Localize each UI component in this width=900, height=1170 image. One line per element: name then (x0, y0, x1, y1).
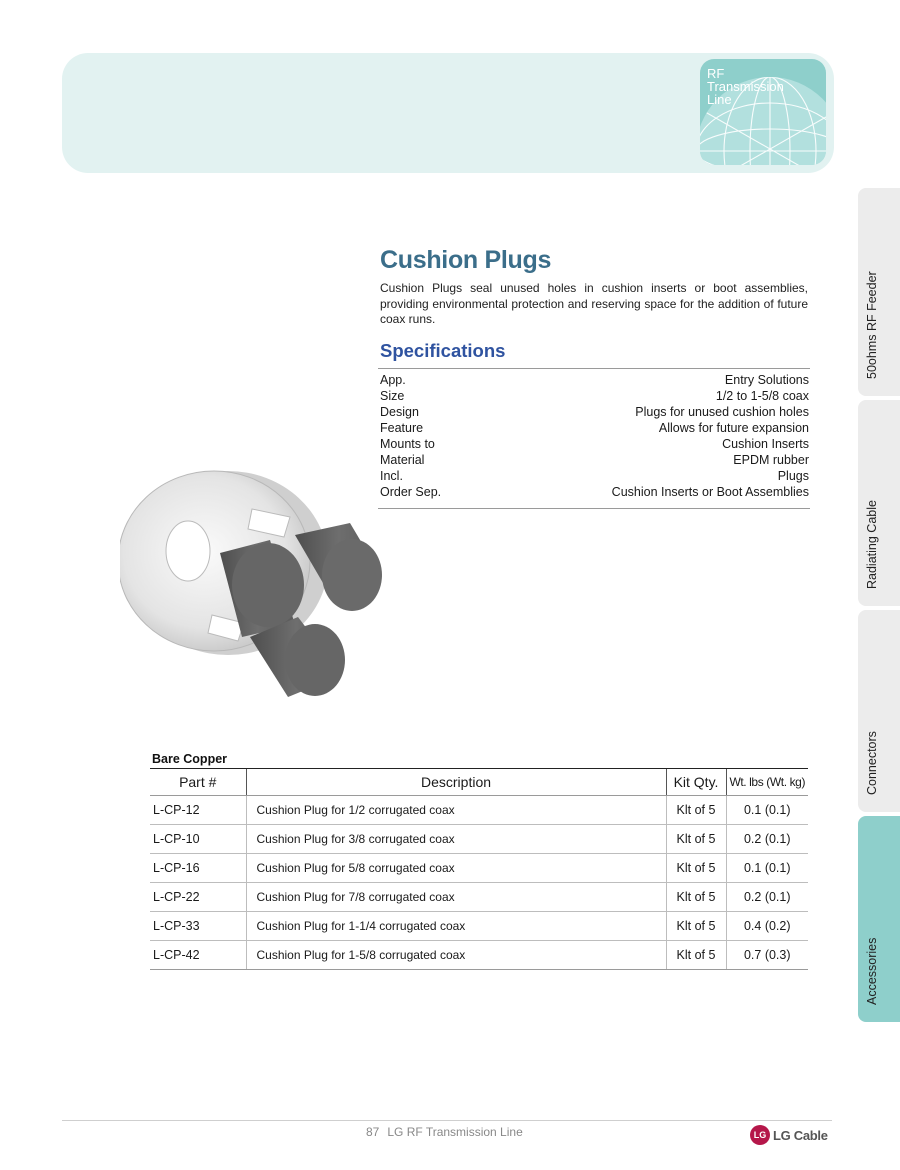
column-header-description: Description (246, 769, 666, 796)
table-row (150, 825, 808, 854)
cushion-plug-product-image (120, 465, 390, 705)
weight: 0.4 (0.2) (726, 912, 808, 941)
table-header-row (150, 769, 808, 796)
specifications-table (378, 368, 810, 509)
spec-label: Size (380, 389, 405, 403)
spec-label: Design (380, 405, 419, 419)
specifications-heading: Specifications (380, 340, 506, 361)
spec-row (378, 388, 810, 404)
kit-qty: Klt of 5 (666, 825, 726, 854)
column-header-weight: Wt. lbs (Wt. kg) (726, 769, 808, 796)
spec-value: Allows for future expansion (658, 421, 809, 435)
kit-qty: Klt of 5 (666, 912, 726, 941)
page-number: 87 (366, 1125, 380, 1139)
part-description: Cushion Plug for 1-1/4 corrugated coax (246, 912, 666, 941)
page-title: Cushion Plugs (380, 246, 552, 274)
table-row (150, 941, 808, 970)
spec-row (378, 420, 810, 436)
spec-value: Plugs (777, 469, 809, 483)
footer-divider (62, 1120, 832, 1121)
spec-label: Feature (380, 421, 424, 435)
kit-qty: Klt of 5 (666, 796, 726, 825)
spec-row (378, 404, 810, 420)
part-number: L-CP-42 (150, 941, 246, 970)
badge-line: Line (707, 92, 732, 107)
column-header-part: Part # (150, 769, 246, 796)
kit-qty: Klt of 5 (666, 941, 726, 970)
part-number: L-CP-22 (150, 883, 246, 912)
badge-line: Transmission (707, 79, 784, 94)
spec-value: Entry Solutions (724, 373, 809, 387)
spec-value: 1/2 to 1-5/8 coax (715, 389, 809, 403)
spec-value: EPDM rubber (733, 453, 809, 467)
badge-title (707, 67, 819, 106)
tab-50ohms-rf-feeder[interactable] (858, 188, 900, 396)
column-header-kit-qty: Kit Qty. (666, 769, 726, 796)
spec-row (378, 436, 810, 452)
table-row (150, 854, 808, 883)
brand-name: LG Cable (773, 1127, 828, 1143)
spec-value: Cushion Inserts or Boot Assemblies (611, 485, 809, 499)
badge-line: RF (707, 66, 725, 81)
part-number: L-CP-12 (150, 796, 246, 825)
table-row (150, 796, 808, 825)
product-description: Cushion Plugs seal unused holes in cushion inserts or boot assemblies, providing environmental protection and reserving space for the addition of future coax runs. (380, 281, 808, 326)
part-number: L-CP-10 (150, 825, 246, 854)
tab-accessories[interactable] (858, 816, 900, 1022)
tab-radiating-cable[interactable] (858, 400, 900, 606)
spec-label: Material (380, 453, 425, 467)
weight: 0.2 (0.1) (726, 825, 808, 854)
spec-row (378, 484, 810, 500)
spec-value: Plugs for unused cushion holes (635, 405, 809, 419)
spec-label: Order Sep. (380, 485, 442, 499)
weight: 0.1 (0.1) (726, 796, 808, 825)
tab-label: Accessories (865, 937, 879, 1005)
spec-value: Cushion Inserts (722, 437, 809, 451)
kit-qty: Klt of 5 (666, 883, 726, 912)
part-description: Cushion Plug for 1-5/8 corrugated coax (246, 941, 666, 970)
part-number: L-CP-33 (150, 912, 246, 941)
weight: 0.1 (0.1) (726, 854, 808, 883)
part-description: Cushion Plug for 5/8 corrugated coax (246, 854, 666, 883)
tab-label: 50ohms RF Feeder (865, 271, 879, 379)
part-number: L-CP-16 (150, 854, 246, 883)
parts-table (150, 768, 808, 970)
tab-label: Connectors (865, 731, 879, 795)
parts-table-caption: Bare Copper (152, 752, 228, 766)
footer-title: LG RF Transmission Line (387, 1125, 523, 1139)
spec-row (378, 452, 810, 468)
spec-row (378, 468, 810, 484)
lg-logo-icon: LG (750, 1125, 770, 1145)
page-footer (366, 1125, 531, 1139)
rf-transmission-line-badge (700, 59, 826, 165)
part-description: Cushion Plug for 3/8 corrugated coax (246, 825, 666, 854)
table-row (150, 883, 808, 912)
spec-label: Incl. (380, 469, 403, 483)
part-description: Cushion Plug for 7/8 corrugated coax (246, 883, 666, 912)
tab-connectors[interactable] (858, 610, 900, 812)
tab-label: Radiating Cable (865, 500, 879, 589)
lg-cable-logo (750, 1125, 828, 1145)
spec-label: Mounts to (380, 437, 435, 451)
weight: 0.2 (0.1) (726, 883, 808, 912)
part-description: Cushion Plug for 1/2 corrugated coax (246, 796, 666, 825)
spec-label: App. (380, 373, 406, 387)
spec-row (378, 372, 810, 388)
weight: 0.7 (0.3) (726, 941, 808, 970)
kit-qty: Klt of 5 (666, 854, 726, 883)
table-row (150, 912, 808, 941)
